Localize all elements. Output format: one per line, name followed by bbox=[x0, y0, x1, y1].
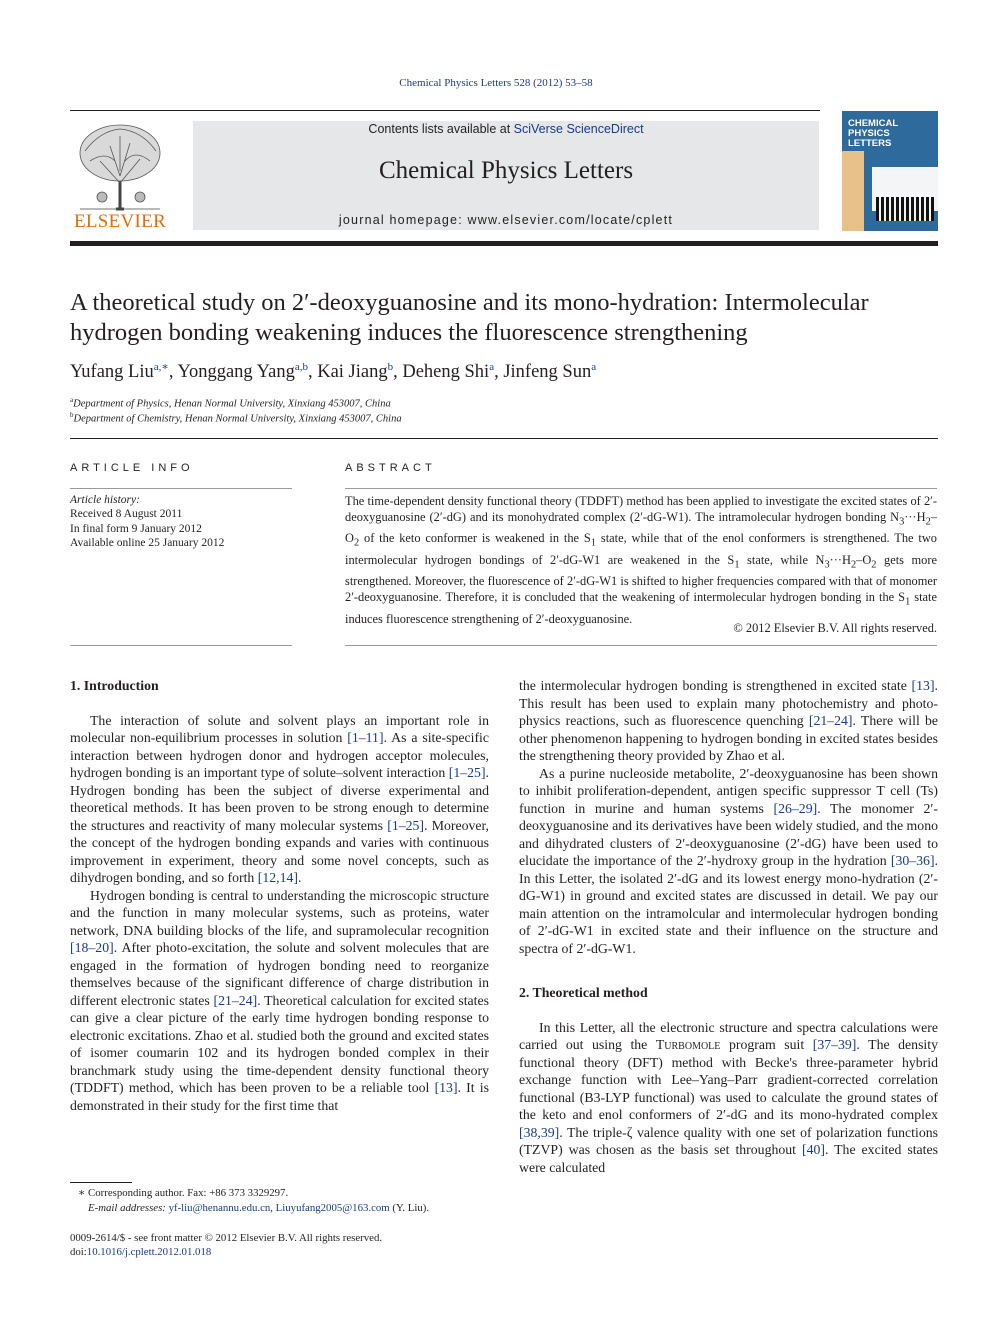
program-name: Turbomole bbox=[655, 1037, 721, 1052]
abstract-copyright: © 2012 Elsevier B.V. All rights reserved. bbox=[733, 621, 937, 635]
journal-reference[interactable]: Chemical Physics Letters 528 (2012) 53–58 bbox=[399, 77, 593, 89]
article-history bbox=[70, 493, 224, 551]
journal-cover-image[interactable] bbox=[842, 111, 938, 231]
email-link[interactable]: Liuyufang2005@163.com bbox=[275, 1202, 390, 1214]
abstract-heading: ABSTRACT bbox=[345, 462, 436, 474]
paragraph: The interaction of solute and solvent plays an important role in molecular non-equilibrium processes in solution [1–11]. As a site-specific interaction between hydrogen donor and hydrogen acceptor molecules, hydrogen bonding is an important type of solute–solvent interaction [1–25]. Hydrogen bonding has been the subject of diverse experimental and theoretical methods. It has been proven to be strong enough to determine the structures and reactivity of many molecular systems [1–25]. Moreover, the concept of the hydrogen bonding expands and varies with continuous improvement in experiment, theory and some novel concepts, such as dihydrogen bonding, and so forth [12,14]. bbox=[70, 712, 489, 885]
abstract-rule-bottom bbox=[345, 645, 937, 646]
affiliation-rule bbox=[70, 438, 938, 439]
email-note: E-mail addresses: yf-liu@henannu.edu.cn, Liuyufang2005@163.com (Y. Liu). bbox=[88, 1202, 430, 1214]
body-column-right bbox=[519, 677, 938, 1176]
author-affil-marker[interactable]: b bbox=[387, 361, 394, 373]
author-list: Yufang Liu$^{a,∗}$, Yonggang Yang$^{a,b}$, Kai Jiang$^b$, Deheng Shi$^a$, Jinfeng Sun$^a$ bbox=[70, 361, 597, 382]
paragraph: Hydrogen bonding is central to understanding the microscopic structure and the function in many molecular systems, such as proteins, water network, DNA building blocks of the life, and supramolecular recognition [18–20]. After photo-excitation, the solute and solvent molecules that are engaged in the formation of hydrogen bonding need to reorganize themselves because of the significant difference of charge distribution in different electronic states [21–24]. Theoretical calculation for excited states can give a clear picture of the early time hydrogen bonding response to electronic excitations. Zhao et al. studied both the ground and excited states of isomer coumarin 102 and its hydrogen bonded complex in their branchmark study using the time-dependent density functional theory (TDDFT) method, which has been proven to be a reliable tool [13]. It is demonstrated in their study for the first time that bbox=[70, 887, 489, 1113]
abstract-rule-top bbox=[345, 488, 937, 489]
author-affil-marker[interactable]: a bbox=[489, 361, 495, 373]
section-heading-theoretical-method: 2. Theoretical method bbox=[519, 985, 648, 1000]
author-name: Yonggang Yang bbox=[177, 362, 295, 382]
affiliation-text: Department of Physics, Henan Normal University, Xinxiang 453007, China bbox=[73, 398, 391, 410]
citation-link[interactable]: [26–29] bbox=[773, 800, 818, 816]
citation-link[interactable]: [1–25] bbox=[448, 765, 486, 780]
history-label: Article history: bbox=[70, 494, 140, 506]
corresponding-author-note: ∗ Corresponding author. Fax: +86 373 3329297. bbox=[78, 1187, 289, 1199]
citation-link[interactable]: [30–36] bbox=[890, 853, 935, 868]
footnotes bbox=[70, 1186, 490, 1216]
author-affil-marker[interactable]: a bbox=[591, 361, 597, 373]
citation-link[interactable]: [13] bbox=[911, 678, 935, 693]
paragraph: In this Letter, all the electronic structure and spectra calculations were carried out using the Turbomole program suit [37–39]. The density functional theory (DFT) method with Becke's three-parameter hybrid exchange function with Lee–Yang–Parr gradient-corrected correlation functional (B3-LYP functional) was used to calculate the ground states of the keto and enol conformers of 2′-dG and its mono-hydrated complex [38,39]. The triple-ζ valence quality with one set of polarization functions (TZVP) was chosen as the basis set throughout [40]. The excited states were calculated bbox=[519, 1019, 938, 1175]
article-info-heading: ARTICLE INFO bbox=[70, 462, 194, 474]
author-name: Kai Jiang bbox=[317, 362, 388, 382]
citation-link[interactable]: [38,39] bbox=[519, 1124, 560, 1140]
paragraph: As a purine nucleoside metabolite, 2′-deoxyguanosine has been shown to inhibit proliferation-dependent, antigen specific suppressor T cell (Ts) function in murine and human systems [26–29]. The monomer 2′-deoxyguanosine and its derivatives have been widely studied, and the mono and dihydrated clusters of 2′-deoxyguanosine (2′-dG) have been used to elucidate the importance of the 2′-hydroxy group in the hydration [30–36]. In this Letter, the isolated 2′-dG and its lowest energy mono-hydration (2′-dG-W1) in ground and excited states are discussed in detail. We pay our main attention on the intramolcular and intermolecular hydrogen bonding of 2′-dG-W1 in excited state and their influence on the structure and spectra of 2′-dG-W1. bbox=[519, 765, 938, 956]
journal-homepage[interactable]: journal homepage: www.elsevier.com/locate/cplett bbox=[338, 213, 674, 227]
tree-icon bbox=[70, 121, 170, 213]
citation-link[interactable]: [13] bbox=[434, 1080, 458, 1095]
affiliation-marker: a bbox=[70, 396, 74, 404]
citation-link[interactable]: [1–11] bbox=[347, 730, 384, 745]
citation-link[interactable]: [21–24] bbox=[213, 992, 258, 1008]
body-column-left bbox=[70, 677, 489, 1114]
history-online: Available online 25 January 2012 bbox=[70, 537, 225, 550]
author-name: Deheng Shi bbox=[402, 362, 490, 382]
citation-link[interactable]: [37–39] bbox=[812, 1037, 857, 1052]
contents-line bbox=[193, 122, 819, 136]
email-link[interactable]: yf-liu@henannu.edu.cn bbox=[168, 1202, 271, 1214]
citation-link[interactable]: [1–25] bbox=[387, 817, 425, 833]
paper-title: A theoretical study on 2′-deoxyguanosine and its mono-hydration: Intermolecular hydrogen bonding weakening induces the fluorescence strengthening bbox=[70, 289, 869, 346]
author-affil-marker[interactable]: a,b bbox=[294, 361, 308, 373]
history-received: Received 8 August 2011 bbox=[70, 508, 183, 521]
affiliation-marker: b bbox=[70, 411, 74, 419]
article-info-rule-bottom bbox=[70, 645, 292, 646]
citation-link[interactable]: [18–20] bbox=[70, 940, 114, 955]
journal-title: Chemical Physics Letters bbox=[378, 157, 634, 184]
paragraph: the intermolecular hydrogen bonding is strengthened in excited state [13]. This result has been used to explain many photochemistry and photo-physics reactions, such as fluorescence quenching [21–24]. There will be other phenomenon happening to hydrogen bonding in excited states besides the strengthening theory provided by Zhao et al. bbox=[519, 678, 939, 763]
cover-barcode bbox=[876, 197, 934, 221]
cover-title: CHEMICAL PHYSICS LETTERS bbox=[848, 118, 898, 149]
citation-link[interactable]: [12,14] bbox=[257, 870, 299, 885]
history-final-form: In final form 9 January 2012 bbox=[70, 522, 202, 535]
author-name: Yufang Liu bbox=[70, 362, 154, 382]
elsevier-wordmark: ELSEVIER bbox=[73, 211, 167, 232]
citation-link[interactable]: [40] bbox=[801, 1142, 825, 1157]
affiliation-b bbox=[70, 411, 402, 425]
affiliation-a bbox=[70, 396, 391, 410]
cover-side-panel bbox=[842, 151, 864, 231]
citation-link[interactable]: [21–24] bbox=[808, 713, 853, 728]
contents-prefix: Contents lists available at bbox=[368, 122, 514, 136]
abstract-text: The time-dependent density functional theory (TDDFT) method has been applied to investigate the excited states of 2′-deoxyguanosine (2′-dG) and its monohydrated complex (2′-dG-W1). The intramolecular hydrogen bonding $N_3\cdot\cdot\cdot H_2-O_2$ of the keto conformer is weakened in the $S_1$ state, while that of the enol conformers is strengthened. The two intermolecular hydrogen bondings of 2′-dG-W1 are weakened in the $S_1$ state, while $N_3\cdot\cdot\cdot H_2-O_2$ gets more strengthened. Moreover, the fluorescence of 2′-dG-W1 is shifted to higher frequencies compared with that of monomer 2′-deoxyguanosine. Therefore, it is concluded that the weakening of intermolecular hydrogen bonding in the $S_1$ state induces fluorescence strengthening of 2′-deoxyguanosine. bbox=[345, 494, 937, 626]
author-name: Jinfeng Sun bbox=[503, 362, 592, 382]
header-thick-rule bbox=[70, 241, 938, 246]
issn-line: 0009-2614/$ - see front matter © 2012 Elsevier B.V. All rights reserved. bbox=[70, 1232, 383, 1244]
author-affil-marker[interactable]: a,∗ bbox=[153, 361, 169, 373]
header-top-rule bbox=[70, 110, 820, 111]
section-heading-introduction: 1. Introduction bbox=[70, 678, 159, 693]
sciencedirect-link[interactable]: SciVerse ScienceDirect bbox=[513, 122, 644, 136]
issn-doi-block bbox=[70, 1231, 382, 1259]
footnote-rule bbox=[70, 1182, 132, 1183]
doi-link[interactable]: 10.1016/j.cplett.2012.01.018 bbox=[86, 1246, 212, 1258]
doi-line: doi:10.1016/j.cplett.2012.01.018 bbox=[70, 1246, 212, 1258]
article-info-rule-top bbox=[70, 488, 292, 489]
affiliation-text: Department of Chemistry, Henan Normal University, Xinxiang 453007, China bbox=[73, 413, 402, 425]
